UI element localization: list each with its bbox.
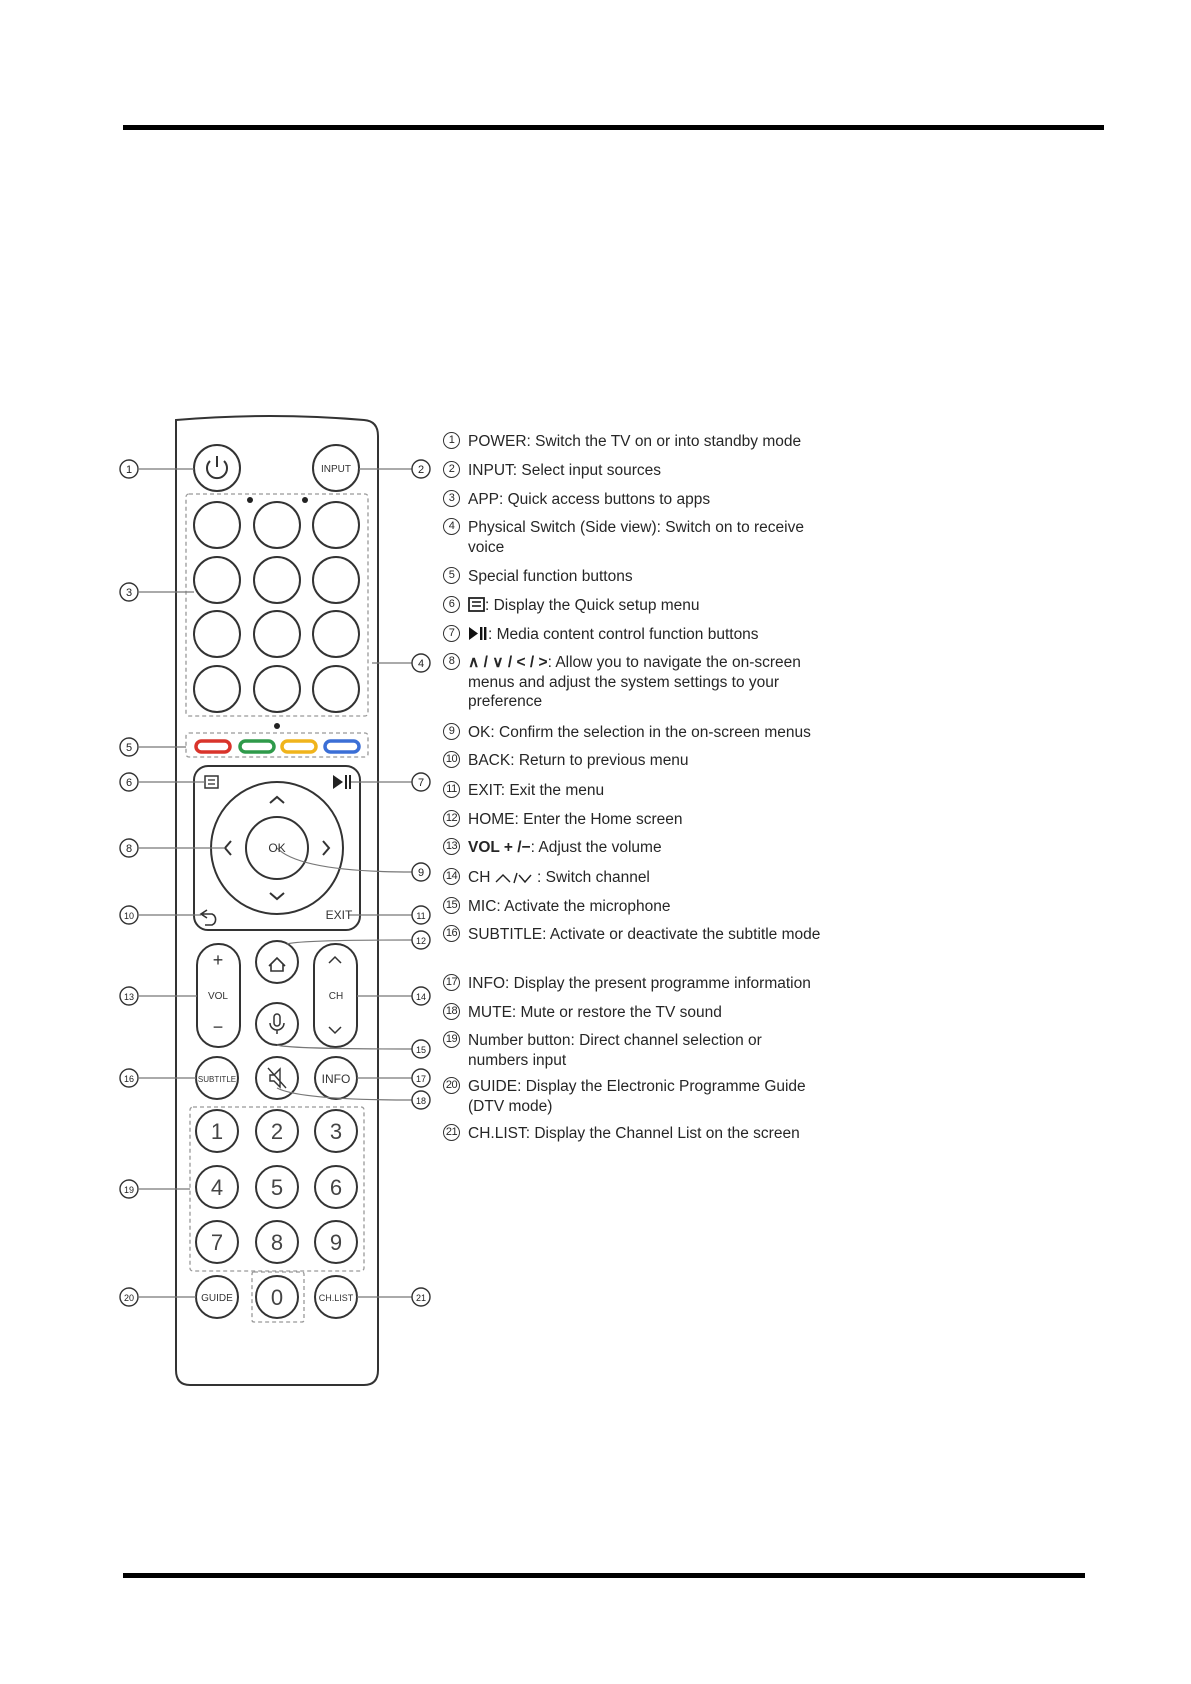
digit-6: 6	[329, 1175, 343, 1200]
legend-item-17: 17 INFO: Display the present programme information	[443, 974, 811, 994]
legend-item-18: 18 MUTE: Mute or restore the TV sound	[443, 1003, 722, 1023]
digit-4: 4	[210, 1175, 224, 1200]
info-label: INFO	[321, 1072, 351, 1086]
legend-item-7: 7 : Media content control function buttons	[443, 625, 759, 645]
digit-1: 1	[210, 1119, 224, 1144]
ch-up-down-legend-icon	[495, 872, 533, 884]
digit-3: 3	[329, 1119, 343, 1144]
digit-0: 0	[270, 1285, 284, 1310]
legend-item-11: 11 EXIT: Exit the menu	[443, 781, 604, 801]
legend-item-19: 19 Number button: Direct channel selection or numbers input	[443, 1031, 808, 1070]
legend-item-12: 12 HOME: Enter the Home screen	[443, 810, 683, 830]
vol-minus-label: −	[212, 1017, 224, 1037]
ok-label: OK	[268, 841, 286, 855]
digit-7: 7	[210, 1230, 224, 1255]
legend	[443, 432, 843, 1142]
legend-item-21: 21 CH.LIST: Display the Channel List on the screen	[443, 1124, 800, 1144]
vol-label: VOL	[207, 991, 229, 1002]
callout-number: 16	[123, 1074, 135, 1084]
callout-number: 15	[415, 1045, 427, 1055]
callout-number: 13	[123, 992, 135, 1002]
legend-item-3: 3 APP: Quick access buttons to apps	[443, 490, 710, 510]
digit-2: 2	[270, 1119, 284, 1144]
callout-number: 12	[415, 936, 427, 946]
input-label: INPUT	[321, 464, 351, 475]
legend-item-8: 8 ∧ / ∨ / < / >: Allow you to navigate the on-screen menus and adjust the system settings to your preference	[443, 653, 838, 712]
legend-item-6: 6 : Display the Quick setup menu	[443, 596, 700, 616]
legend-item-1: 1 POWER: Switch the TV on or into standby mode	[443, 432, 843, 452]
callout-number: 17	[415, 1074, 427, 1084]
legend-item-16: 16 SUBTITLE: Activate or deactivate the subtitle mode	[443, 925, 828, 945]
subtitle-label: SUBTITLE	[197, 1075, 237, 1084]
callout-number: 3	[125, 587, 133, 599]
callout-number: 20	[123, 1293, 135, 1303]
callout-number: 21	[415, 1293, 427, 1303]
legend-item-20: 20 GUIDE: Display the Electronic Programme Guide (DTV mode)	[443, 1077, 838, 1116]
callout-number: 8	[125, 843, 133, 855]
callout-number: 19	[123, 1185, 135, 1195]
legend-item-14: 14 CH : Switch channel	[443, 868, 650, 888]
legend-num: 1	[443, 432, 460, 449]
legend-item-2: 2 INPUT: Select input sources	[443, 461, 661, 481]
play-pause-legend-icon	[468, 626, 488, 641]
callout-number: 11	[416, 911, 426, 921]
quick-setup-legend-icon	[468, 597, 485, 612]
callout-number: 6	[125, 777, 133, 789]
legend-item-4: 4 Physical Switch (Side view): Switch on to receive voice	[443, 518, 838, 557]
digit-8: 8	[270, 1230, 284, 1255]
chlist-label: CH.LIST	[318, 1293, 354, 1303]
legend-item-5: 5 Special function buttons	[443, 567, 633, 587]
callout-number: 4	[417, 658, 425, 670]
legend-item-9: 9 OK: Confirm the selection in the on-screen menus	[443, 723, 811, 743]
legend-item-10: 10 BACK: Return to previous menu	[443, 751, 689, 771]
digit-5: 5	[270, 1175, 284, 1200]
callout-number: 7	[417, 777, 425, 789]
legend-item-15: 15 MIC: Activate the microphone	[443, 897, 670, 917]
callout-number: 2	[417, 464, 425, 476]
callout-number: 1	[125, 464, 133, 476]
exit-label: EXIT	[325, 908, 353, 922]
callout-number: 18	[415, 1096, 427, 1106]
ch-label: CH	[328, 991, 344, 1002]
guide-label: GUIDE	[201, 1293, 233, 1304]
callout-number: 14	[415, 992, 427, 1002]
callout-number: 9	[417, 867, 425, 879]
callout-number: 10	[123, 911, 135, 921]
vol-plus-label: +	[212, 950, 224, 970]
legend-item-13: 13 VOL + /−: Adjust the volume	[443, 838, 662, 858]
digit-9: 9	[329, 1230, 343, 1255]
callout-number: 5	[125, 742, 133, 754]
